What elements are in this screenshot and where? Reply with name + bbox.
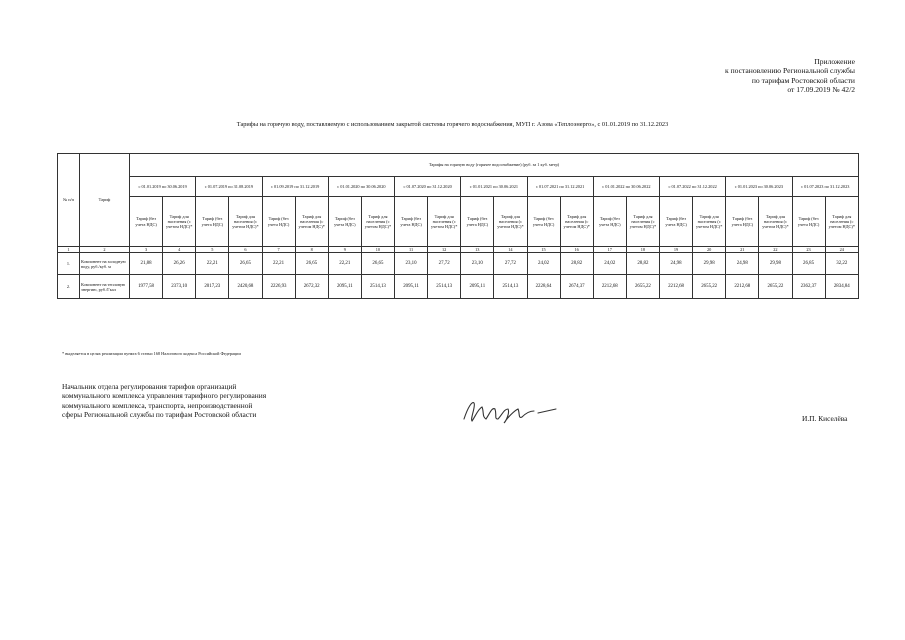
- column-number-cell: 1: [58, 247, 80, 253]
- value-cell: 2228,64: [527, 275, 560, 299]
- subheader-cell: Тариф для населения (с учетом НДС)*: [361, 197, 394, 247]
- column-number-cell: 9: [328, 247, 361, 253]
- column-number-cell: 4: [163, 247, 196, 253]
- subheader-cell: Тариф для населения (с учетом НДС)*: [229, 197, 262, 247]
- value-cell: 2655,22: [693, 275, 726, 299]
- value-cell: 2373,10: [163, 275, 196, 299]
- value-cell: 28,82: [626, 253, 659, 275]
- column-number-cell: 24: [825, 247, 858, 253]
- appendix-line: Приложение: [814, 57, 855, 66]
- column-number-cell: 3: [130, 247, 163, 253]
- value-cell: 2095,11: [461, 275, 494, 299]
- value-cell: 21,88: [130, 253, 163, 275]
- column-number-cell: 20: [693, 247, 726, 253]
- subheader-cell: Тариф для населения (с учетом НДС)*: [693, 197, 726, 247]
- column-number-cell: 11: [395, 247, 428, 253]
- subheader-cell: Тариф для населения (с учетом НДС)*: [560, 197, 593, 247]
- value-cell: 24,02: [527, 253, 560, 275]
- period-header: с 01.01.2019 по 30.06.2019: [130, 177, 196, 197]
- value-cell: 22,21: [196, 253, 229, 275]
- subheader-cell: Тариф (без учета НДС): [196, 197, 229, 247]
- subheader-cell: Тариф для населения (с учетом НДС)*: [428, 197, 461, 247]
- value-cell: 2514,13: [494, 275, 527, 299]
- signer-position-line: сферы Региональной службы по тарифам Ростовской области: [62, 410, 257, 420]
- signer-position-line: Начальник отдела регулирования тарифов организаций: [62, 382, 237, 391]
- value-cell: 2095,11: [328, 275, 361, 299]
- column-number-cell: 18: [626, 247, 659, 253]
- value-cell: 2226,93: [262, 275, 295, 299]
- subheader-cell: Тариф для населения (с учетом НДС)*: [494, 197, 527, 247]
- header-row-group: [58, 154, 859, 177]
- row-number-cell: 1.: [58, 253, 80, 275]
- value-cell: 2212,68: [726, 275, 759, 299]
- column-number-cell: 22: [759, 247, 792, 253]
- column-number-cell: 15: [527, 247, 560, 253]
- signer-position-line: коммунального комплекса, транспорта, непроизводственной: [62, 400, 253, 410]
- row-number-cell: 2.: [58, 275, 80, 299]
- period-header: с 01.07.2022 по 31.12.2022: [660, 177, 726, 197]
- appendix-line: от 17.09.2019 № 42/2: [787, 85, 855, 95]
- value-cell: 26,26: [163, 253, 196, 275]
- value-cell: 2655,22: [759, 275, 792, 299]
- subheader-cell: Тариф для населения (с учетом НДС)*: [626, 197, 659, 247]
- appendix-line: к постановлению Региональной службы: [724, 66, 855, 76]
- value-cell: 1977,58: [130, 275, 163, 299]
- value-cell: 2514,13: [361, 275, 394, 299]
- subheader-cell: Тариф для населения (с учетом НДС)*: [295, 197, 328, 247]
- subheader-cell: Тариф (без учета НДС): [726, 197, 759, 247]
- signer-name: И.П. Киселёва: [802, 414, 848, 423]
- footnote: * выделяется в целях реализации пункта 6 статьи 168 Налогового кодекса Российской Федерации: [62, 351, 241, 356]
- subheader-cell: Тариф (без учета НДС): [593, 197, 626, 247]
- subheader-cell: Тариф (без учета НДС): [328, 197, 361, 247]
- value-cell: 28,82: [560, 253, 593, 275]
- header-row-subheaders: [58, 197, 859, 247]
- value-cell: 2655,22: [626, 275, 659, 299]
- tariff-table: [57, 153, 859, 299]
- value-cell: 23,10: [395, 253, 428, 275]
- value-cell: 23,10: [461, 253, 494, 275]
- value-cell: 26,65: [229, 253, 262, 275]
- subheader-cell: Тариф (без учета НДС): [461, 197, 494, 247]
- value-cell: 24,98: [660, 253, 693, 275]
- value-cell: 2212,68: [593, 275, 626, 299]
- table-row: [58, 275, 859, 299]
- value-cell: 2674,37: [560, 275, 593, 299]
- signer-position: [62, 382, 266, 420]
- column-number-cell: 10: [361, 247, 394, 253]
- column-number-cell: 17: [593, 247, 626, 253]
- value-cell: 22,21: [328, 253, 361, 275]
- subheader-cell: Тариф (без учета НДС): [660, 197, 693, 247]
- value-cell: 29,98: [693, 253, 726, 275]
- value-cell: 27,72: [494, 253, 527, 275]
- column-number-cell: 23: [792, 247, 825, 253]
- period-header: с 01.01.2021 по 30.06.2021: [461, 177, 527, 197]
- appendix-line: по тарифам Ростовской области: [751, 75, 855, 85]
- period-header: с 01.07.2023 по 31.12.2023: [792, 177, 859, 197]
- column-number-cell: 12: [428, 247, 461, 253]
- value-cell: 22,21: [262, 253, 295, 275]
- value-cell: 27,72: [428, 253, 461, 275]
- value-cell: 29,98: [759, 253, 792, 275]
- column-header-tariff: Тариф: [80, 154, 130, 247]
- column-number-cell: 7: [262, 247, 295, 253]
- subheader-cell: Тариф для населения (с учетом НДС)*: [163, 197, 196, 247]
- signer-position-line: коммунального комплекса управления тарифного регулирования: [62, 391, 267, 401]
- subheader-cell: Тариф (без учета НДС): [262, 197, 295, 247]
- period-header: с 01.07.2021 по 31.12.2021: [527, 177, 593, 197]
- subheader-cell: Тариф (без учета НДС): [527, 197, 560, 247]
- period-header: с 01.01.2022 по 30.06.2022: [593, 177, 659, 197]
- group-header: Тарифы на горячую воду (горячее водоснабжение) (руб. за 1 куб. метр): [130, 154, 859, 177]
- value-cell: 2834,84: [825, 275, 858, 299]
- value-cell: 2017,23: [196, 275, 229, 299]
- subheader-cell: Тариф для населения (с учетом НДС)*: [759, 197, 792, 247]
- header-row-periods: [58, 177, 859, 197]
- value-cell: 2095,11: [395, 275, 428, 299]
- handwritten-signature: [460, 397, 560, 432]
- subheader-cell: Тариф (без учета НДС): [792, 197, 825, 247]
- column-number-cell: 5: [196, 247, 229, 253]
- document-title: Тарифы на горячую воду, поставляемую с использованием закрытой системы горячего водоснабжения, МУП г. Азова «Теплоэнерго», с 01.01.2019 по 31.12.2023: [236, 121, 669, 128]
- value-cell: 2212,68: [660, 275, 693, 299]
- period-header: с 01.07.2019 по 31.08.2019: [196, 177, 262, 197]
- column-number-cell: 6: [229, 247, 262, 253]
- period-header: с 01.07.2020 по 31.12.2020: [395, 177, 461, 197]
- column-number-cell: 14: [494, 247, 527, 253]
- value-cell: 26,85: [792, 253, 825, 275]
- column-number-cell: 19: [660, 247, 693, 253]
- subheader-cell: Тариф для населения (с учетом НДС)*: [825, 197, 858, 247]
- value-cell: 2362,37: [792, 275, 825, 299]
- value-cell: 24,02: [593, 253, 626, 275]
- value-cell: 2672,32: [295, 275, 328, 299]
- value-cell: 2420,68: [229, 275, 262, 299]
- row-name-cell: Компонент на тепловую энергию, руб./Гкал: [80, 275, 130, 299]
- subheader-cell: Тариф (без учета НДС): [130, 197, 163, 247]
- period-header: с 01.01.2020 по 30.06.2020: [328, 177, 394, 197]
- value-cell: 2514,13: [428, 275, 461, 299]
- period-header: с 01.09.2019 по 31.12.2019: [262, 177, 328, 197]
- row-name-cell: Компонент на холодную воду, руб./куб. м: [80, 253, 130, 275]
- subheader-cell: Тариф (без учета НДС): [395, 197, 428, 247]
- column-header-number: № п/п: [58, 154, 80, 247]
- value-cell: 32,22: [825, 253, 858, 275]
- appendix-block: [725, 57, 855, 95]
- column-number-cell: 8: [295, 247, 328, 253]
- column-number-cell: 21: [726, 247, 759, 253]
- value-cell: 26,65: [295, 253, 328, 275]
- column-number-cell: 13: [461, 247, 494, 253]
- period-header: с 01.01.2023 по 30.06.2023: [726, 177, 792, 197]
- value-cell: 26,65: [361, 253, 394, 275]
- value-cell: 24,98: [726, 253, 759, 275]
- column-number-cell: 2: [80, 247, 130, 253]
- table-row: [58, 253, 859, 275]
- column-number-cell: 16: [560, 247, 593, 253]
